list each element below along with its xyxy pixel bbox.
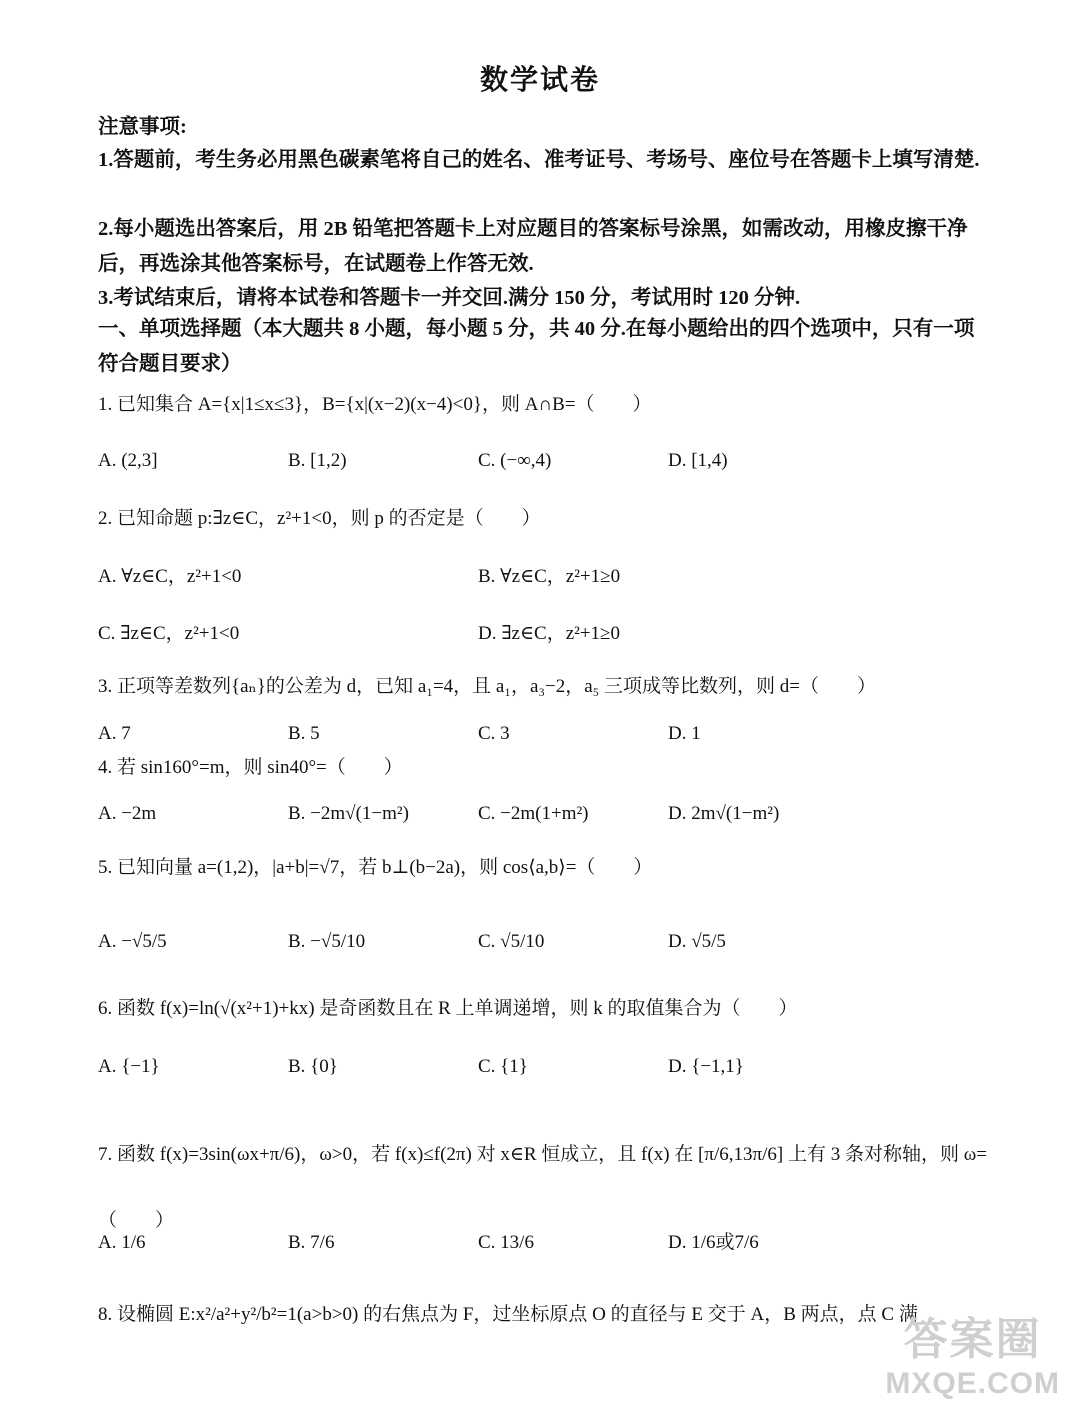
question-3-option-d: D. 1 [668,723,701,744]
question-3-option-a: A. 7 [98,723,131,744]
question-7-option-a: A. 1/6 [98,1232,146,1253]
question-2-option-c: C. ∃z∈C，z²+1<0 [98,623,240,644]
question-4-option-d: D. 2m√(1−m²) [668,803,780,824]
question-5-option-c: C. √5/10 [478,931,545,952]
question-1-stem: 1. 已知集合 A={x|1≤x≤3}，B={x|(x−2)(x−4)<0}，则 A∩B=（ ） [98,394,652,415]
notice-heading: 注意事项: [98,116,187,138]
watermark [885,1303,1060,1401]
question-2-option-a: A. ∀z∈C，z²+1<0 [98,566,242,587]
question-5-option-d: D. √5/5 [668,931,726,952]
question-5-option-a: A. −√5/5 [98,931,167,952]
question-3-option-b: B. 5 [288,723,320,744]
question-5-option-b: B. −√5/10 [288,931,366,952]
question-4-option-b: B. −2m√(1−m²) [288,803,409,824]
watermark-logo: 答案圈 [903,1315,1042,1364]
question-8-stem: 8. 设椭圆 E:x²/a²+y²/b²=1(a>b>0) 的右焦点为 F，过坐标原点 O 的直径与 E 交于 A，B 两点，点 C 满 [98,1304,918,1325]
page-title: 数学试卷 [479,65,600,96]
question-7-option-d: D. 1/6或7/6 [668,1232,759,1253]
question-7-option-c: C. 13/6 [478,1232,534,1253]
notice-item-3: 3.考试结束后，请将本试卷和答题卡一并交回.满分 150 分，考试用时 120 分钟. [98,287,801,309]
notice-item-1: 1.答题前，考生务必用黑色碳素笔将自己的姓名、准考证号、考场号、座位号在答题卡上填写清楚. [98,149,980,171]
watermark-text: MXQE.COM [885,1367,1060,1400]
question-6-stem: 6. 函数 f(x)=ln(√(x²+1)+kx) 是奇函数且在 R 上单调递增，则 k 的取值集合为（ ） [98,998,798,1019]
question-6-option-d: D. {−1,1} [668,1056,744,1077]
notice-item-2: 2.每小题选出答案后，用 2B 铅笔把答题卡上对应题目的答案标号涂黑，如需改动，用橡皮擦干净后，再选涂其他答案标号，在试题卷上作答无效. [98,218,968,275]
question-1-option-d: D. [1,4) [668,450,728,471]
question-4-option-a: A. −2m [98,803,157,824]
section-heading: 一、单项选择题（本大题共 8 小题，每小题 5 分，共 40 分.在每小题给出的四个选项中，只有一项符合题目要求） [98,318,975,375]
question-5-stem: 5. 已知向量 a=(1,2)，|a+b|=√7，若 b⊥(b−2a)，则 cos⟨a,b⟩=（ ） [98,857,653,878]
question-2-option-b: B. ∀z∈C，z²+1≥0 [478,566,621,587]
question-1-option-c: C. (−∞,4) [478,450,552,471]
question-7-stem: 7. 函数 f(x)=3sin(ωx+π/6)，ω>0，若 f(x)≤f(2π) 对 x∈R 恒成立，且 f(x) 在 [π/6,13π/6] 上有 3 条对称轴，则 ω=（ ） [98,1144,987,1231]
question-3-stem: 3. 正项等差数列{aₙ}的公差为 d，已知 a₁=4，且 a₁，a₃−2，a₅ 三项成等比数列，则 d=（ ） [98,676,877,697]
question-6-option-a: A. {−1} [98,1056,160,1077]
question-6-option-c: C. {1} [478,1056,528,1077]
question-4-stem: 4. 若 sin160°=m，则 sin40°=（ ） [98,757,403,778]
question-2-stem: 2. 已知命题 p:∃z∈C，z²+1<0，则 p 的否定是（ ） [98,508,541,529]
question-2-option-d: D. ∃z∈C，z²+1≥0 [478,623,620,644]
question-1-option-b: B. [1,2) [288,450,347,471]
question-4-option-c: C. −2m(1+m²) [478,803,589,824]
question-7-option-b: B. 7/6 [288,1232,335,1253]
question-1-option-a: A. (2,3] [98,450,158,471]
question-3-option-c: C. 3 [478,723,510,744]
question-6-option-b: B. {0} [288,1056,338,1077]
